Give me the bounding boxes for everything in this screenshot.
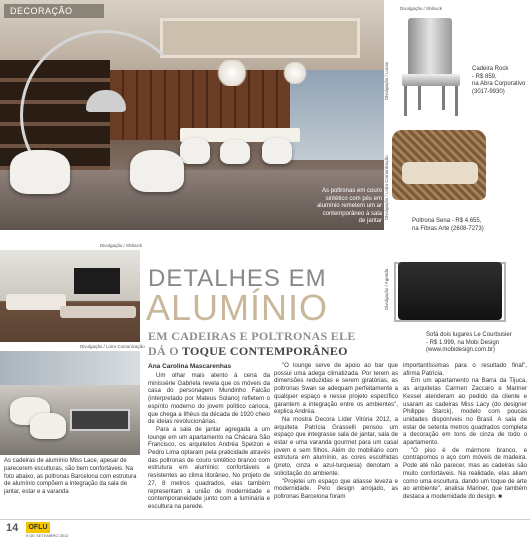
product-name: Sofá dois lugares Le Courbusier [426,332,512,338]
leather-armchair [398,262,502,320]
product-price: - R$ 1.999, na Mobi Design [426,339,500,346]
product-caption [412,218,522,233]
paragraph: Na mostra Decora Líder Vitória 2012, a arquiteta Patrícia Grasselli pensou um espaço que integrasse sala de jantar, sala de estar e uma varanda gourmet para um casal jovem e sem filhos. Além do mobiliário com estrutura em alumínio, as cores escolhidas (preto, cinza e azul-turquesa) denotam a solicitação do ambiente. [274,415,398,477]
product-credit: Divulgação / Agenda [384,268,389,310]
chandelier-small [282,62,308,84]
television [74,268,120,294]
ceiling-panel [160,18,360,58]
product-credit: Divulgação / Loira Comunicação [384,155,389,220]
rock-chair-seat [402,74,460,86]
rock-chair-back [408,18,452,76]
white-chair [30,413,66,439]
issue-date: 9 DE SETEMBRO 2012 [26,533,69,538]
text-column-3 [403,362,527,501]
magazine-logo: OFLU [26,522,50,533]
photo3-credit: Divulgação / Loira Comunicação [80,344,145,349]
subheadline-highlight: TOQUE CONTEMPORÂNEO [181,344,348,358]
wicker-cushion [402,162,478,184]
product-site: (www.mobidesign.com.br) [426,347,496,353]
page-number: 14 [6,522,19,534]
product-name: Poltrona Sena - R$ 4.655, [412,218,482,224]
headline-line1: DETALHES EM [148,265,327,292]
left-photo-caption: As cadeiras de alumínio Miss Lace, apesar de parecerem esculturas, são bem confortáveis. Na foto abaixo, as poltronas Barcelona com estrutura de alumínio compõem a integração da sala de jantar, estar e a varanda [4,458,137,496]
product-caption [426,332,530,355]
paragraph: "Projetei um espaço que aliasse leveza e modernidade. Pelo design arrojado, as poltronas Barcelona foram [274,477,398,500]
footer-rule [0,519,530,520]
section-label: DECORAÇÃO [4,4,104,18]
product-phone: (3017-9930) [472,88,505,95]
living-room-photo [0,0,384,230]
paragraph: Para a sala de jantar agregada a um lounge em um apartamento na Chácara São Francisco, os arquitetos Andréa Spelzon e Pedro Lima optaram pela praticidade através das poltronas de couro sintético branco com estrutura em alumínio: confortáveis e resistentes ao clima litorâneo. No projeto de 27, 8 metros quadrados, elas também representam a união de modernidade e contemporaneidade junto com a luminária e escultura na parede. [148,425,270,510]
product-credit: Divulgação / Shibuck [400,6,443,11]
white-chair [220,140,250,164]
swan-armchair [130,150,184,192]
sofa [60,306,136,318]
photo2-credit: Divulgação / Shibuck [100,243,143,248]
product-store: na Abra Corporativo [472,81,526,87]
subheadline-line1: EM CADEIRAS E POLTRONAS ELE [148,329,356,343]
rock-chair-leg [404,86,407,116]
text-column-2 [274,362,398,501]
text-column-1 [148,372,270,511]
subheadline-prefix: DÁ O [148,344,182,358]
main-photo-credit: Divulgação / Lucas [384,61,389,100]
swan-armchair [10,150,70,194]
barcelona-armchair [70,409,130,431]
white-chair [262,138,292,164]
product-store: na Fibras Arte (2608-7273) [412,225,484,232]
white-chair [180,138,210,164]
subheadline-line2 [148,344,348,359]
sofa [6,294,66,310]
chandelier [215,60,249,86]
product-name: Cadeira Rock [472,66,509,72]
rock-chair-leg [442,86,445,110]
paragraph: Em um apartamento na Barra da Tijuca, as arquitetas Carmen Zaccaro e Mariner Kessel atenderam ao pedido da cliente e usaram as cadeiras Miss Lacy (do designer Philippe Starck), modelo com poucas unidades disponíveis no Brasil. A sala de estar de setenta metros quadrados completa a decoração em tons de cinza de todo o apartamento. [403,377,527,447]
rock-chair-leg [418,86,421,110]
product-caption [472,66,530,96]
main-photo-caption: As poltronas em couro sintético com pés em alumínio remetem um ar contemporâneo à sala de jantar [316,188,382,224]
rock-chair-leg [455,86,458,116]
paragraph: "O lounge serve de apoio ao bar que possui uma adega climatizada. Por terem as dimensões reduzidas e serem giratórias, as poltronas Swan se adequam perfeitamente a qualquer espaço e nesse projeto específico garantem a integração entre os ambientes", explica Andréa. [274,362,398,416]
paragraph: Um olhar mais atento à cena da minissérie Gabriela revela que os móveis da casa do personagem Mundinho Falcão (interpretado por Mateus Solano) refletem o espírito moderno do jovem político carioca, que chega a Ilhéus da década de 1920 cheio de ideias revolucionárias. [148,372,270,426]
window [0,351,140,385]
author-name: Ana Carolina Mascarenhas [148,363,232,370]
dining-lounge-photo [0,351,140,455]
lounge-photo [0,250,140,342]
paragraph: "O piso é de mármore branco, e contrapomos o aço com móveis de madeira. Pode até não parecer, mas as cadeiras são muito confortáveis. Na realidade, elas aliam como uma escultura, dando um toque de arte ao ambiente", analisa Mariner, que também destaca a modernidade do design. ■ [403,446,527,500]
headline-line2: ALUMÍNIO [146,287,329,328]
product-price: - R$ 859, [472,73,497,80]
paragraph: importantíssimas para o resultado final", afirma Patrícia. [403,362,527,377]
